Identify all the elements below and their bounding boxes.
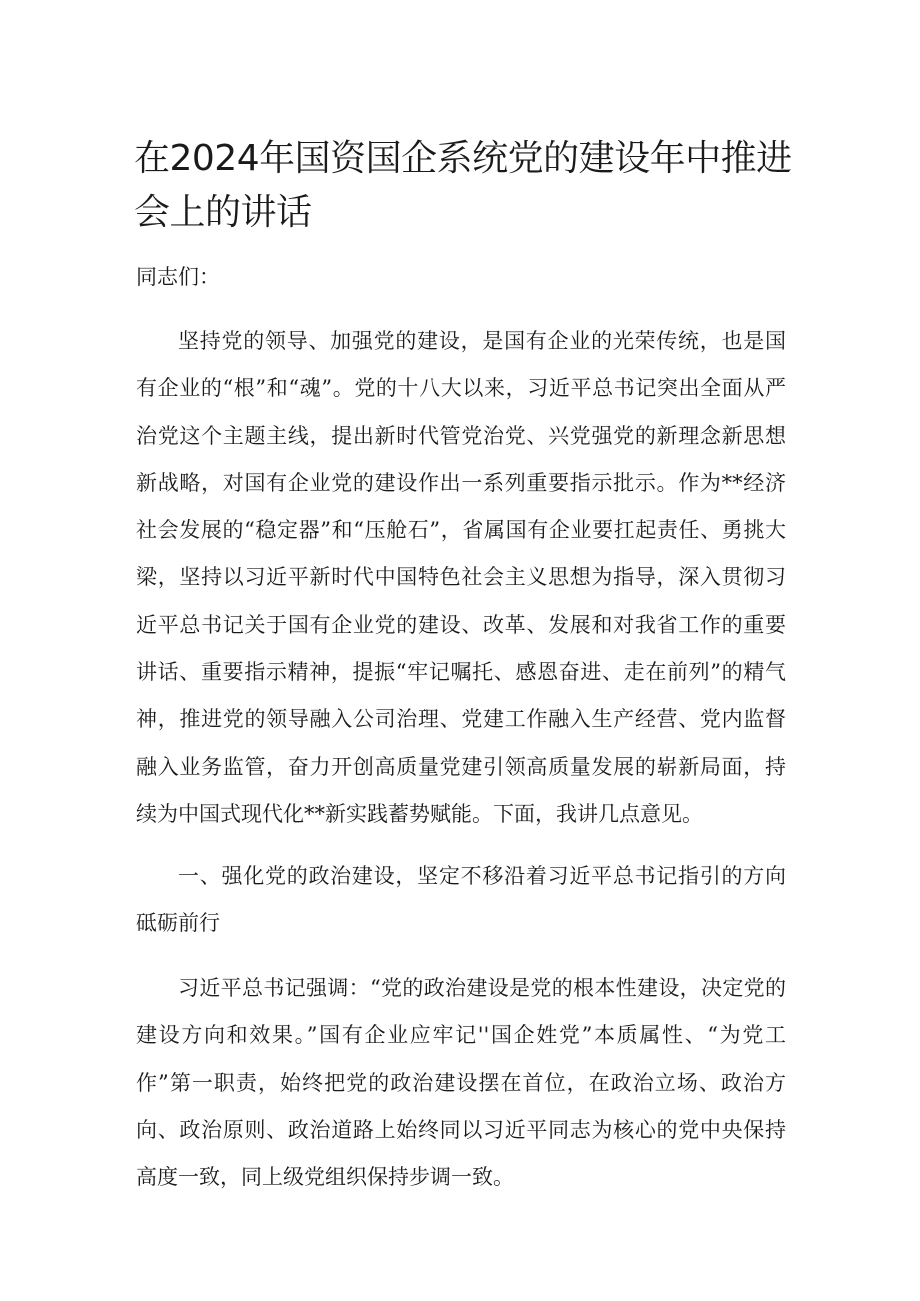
- document-title: 在2024年国资国企系统党的建设年中推进会上的讲话: [134, 138, 792, 233]
- intro-paragraph: 坚持党的领导、加强党的建设，是国有企业的光荣传统，也是国有企业的“根”和“魂”。党的十八大以来，习近平总书记突出全面从严治党这个主题主线，提出新时代管党治党、兴党强党的新理念新思想新战略，对国有企业党的建设作出一系列重要指示批示。作为**经济社会发展的“稳定器”和“压舱石”，省属国有企业要扛起责任、勇挑大梁，坚持以习近平新时代中国特色社会主义思想为指导，深入贯彻习近平总书记关于国有企业党的建设、改革、发展和对我省工作的重要讲话、重要指示精神，提振“牢记嘱托、感恩奋进、走在前列”的精气神，推进党的领导融入公司治理、党建工作融入生产经营、党内监督融入业务监管，奋力开创高质量党建引领高质量发展的崭新局面，持续为中国式现代化**新实践蓄势赋能。下面，我讲几点意见。: [136, 329, 786, 826]
- section-paragraph: 习近平总书记强调：“党的政治建设是党的根本性建设，决定党的建设方向和效果。”国有企业应牢记''国企姓党”本质属性、“为党工作”第一职责，始终把党的政治建设摆在首位，在政治立场、政治方向、政治原则、政治道路上始终同以习近平同志为核心的党中央保持高度一致，同上级党组织保持步调一致。: [136, 976, 786, 1190]
- section-heading: 一、强化党的政治建设，坚定不移沿着习近平总书记指引的方向砥砺前行: [136, 864, 786, 936]
- greeting: 同志们：: [136, 265, 220, 289]
